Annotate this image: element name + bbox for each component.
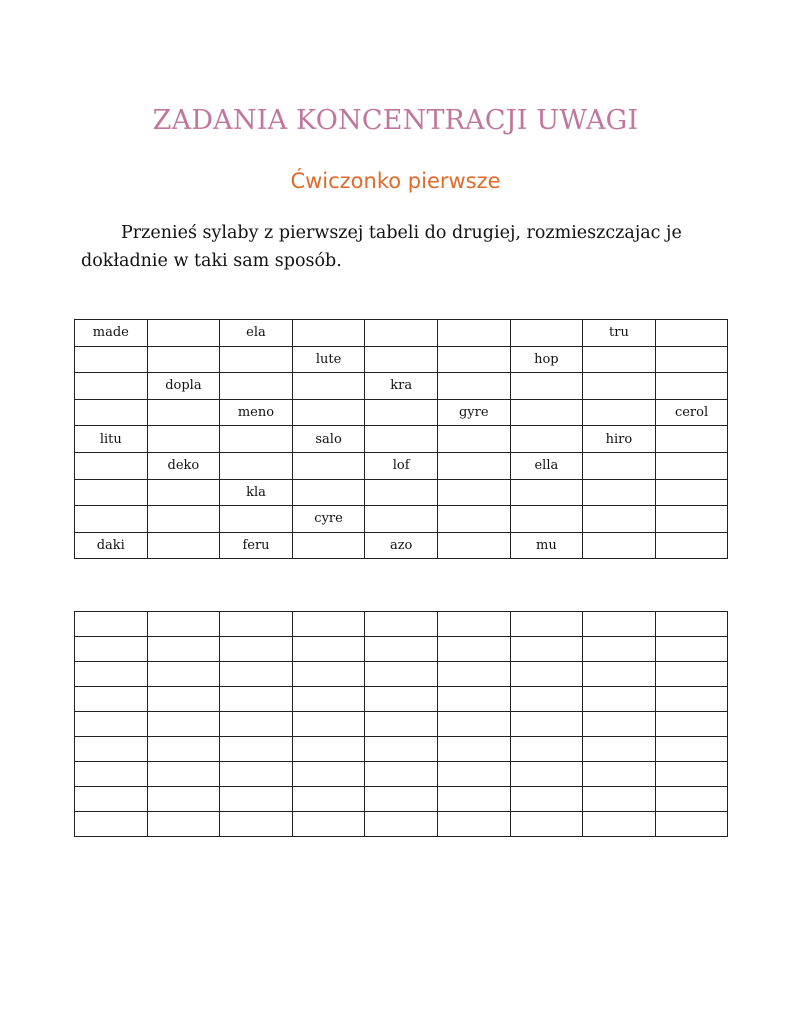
- answer-cell[interactable]: [220, 812, 293, 837]
- answer-cell[interactable]: [292, 712, 365, 737]
- syllable-cell: [365, 506, 438, 533]
- answer-cell[interactable]: [147, 662, 220, 687]
- syllable-cell: [437, 426, 510, 453]
- table-row: [75, 762, 728, 787]
- table-row: [75, 812, 728, 837]
- answer-cell[interactable]: [292, 637, 365, 662]
- syllable-cell: [437, 532, 510, 559]
- answer-cell[interactable]: [437, 762, 510, 787]
- answer-cell[interactable]: [365, 712, 438, 737]
- syllable-cell: [655, 479, 728, 506]
- answer-cell[interactable]: [437, 787, 510, 812]
- answer-cell[interactable]: [655, 612, 728, 637]
- syllable-cell: lof: [365, 452, 438, 479]
- answer-cell[interactable]: [75, 787, 148, 812]
- table-row: [75, 452, 728, 479]
- answer-cell[interactable]: [220, 662, 293, 687]
- table-row: [75, 737, 728, 762]
- answer-cell[interactable]: [437, 687, 510, 712]
- table-row: [75, 346, 728, 373]
- syllable-cell: [147, 479, 220, 506]
- answer-cell[interactable]: [583, 637, 656, 662]
- answer-cell[interactable]: [75, 662, 148, 687]
- syllable-cell: kla: [220, 479, 293, 506]
- syllable-cell: [365, 479, 438, 506]
- answer-cell[interactable]: [220, 737, 293, 762]
- syllable-cell: cyre: [292, 506, 365, 533]
- answer-cell[interactable]: [220, 687, 293, 712]
- syllable-cell: [437, 373, 510, 400]
- syllable-cell: [292, 320, 365, 347]
- source-table-body: [75, 320, 728, 559]
- answer-table: [74, 611, 728, 837]
- syllable-cell: [510, 320, 583, 347]
- syllable-cell: [75, 452, 148, 479]
- syllable-cell: [75, 346, 148, 373]
- table-row: [75, 637, 728, 662]
- syllable-cell: [292, 479, 365, 506]
- syllable-cell: [655, 426, 728, 453]
- table-row: [75, 373, 728, 400]
- answer-cell[interactable]: [510, 737, 583, 762]
- syllable-cell: [437, 479, 510, 506]
- syllable-cell: [365, 346, 438, 373]
- answer-cell[interactable]: [510, 812, 583, 837]
- answer-cell[interactable]: [510, 687, 583, 712]
- syllable-cell: [655, 452, 728, 479]
- answer-cell[interactable]: [292, 662, 365, 687]
- answer-cell[interactable]: [75, 812, 148, 837]
- syllable-cell: [292, 399, 365, 426]
- table-row: [75, 399, 728, 426]
- syllable-cell: [583, 479, 656, 506]
- syllable-cell: [437, 320, 510, 347]
- syllable-cell: gyre: [437, 399, 510, 426]
- syllable-cell: [437, 452, 510, 479]
- answer-cell[interactable]: [583, 687, 656, 712]
- syllable-cell: meno: [220, 399, 293, 426]
- answer-cell[interactable]: [655, 812, 728, 837]
- exercise-instruction: Przenieś sylaby z pierwszej tabeli do drugiej, rozmieszczajac je dokładnie w taki sam sposób.: [81, 223, 682, 271]
- answer-cell[interactable]: [437, 737, 510, 762]
- answer-cell[interactable]: [437, 612, 510, 637]
- syllable-cell: [583, 373, 656, 400]
- syllable-cell: [292, 452, 365, 479]
- answer-cell[interactable]: [583, 612, 656, 637]
- answer-cell[interactable]: [147, 787, 220, 812]
- answer-cell[interactable]: [510, 762, 583, 787]
- answer-cell[interactable]: [220, 637, 293, 662]
- syllable-cell: [655, 532, 728, 559]
- answer-cell[interactable]: [510, 637, 583, 662]
- table-row: [75, 479, 728, 506]
- syllable-cell: [583, 506, 656, 533]
- answer-cell[interactable]: [147, 762, 220, 787]
- answer-cell[interactable]: [220, 712, 293, 737]
- answer-cell[interactable]: [365, 687, 438, 712]
- syllable-cell: [510, 506, 583, 533]
- syllable-cell: kra: [365, 373, 438, 400]
- table-row: [75, 320, 728, 347]
- syllable-cell: [147, 532, 220, 559]
- source-syllable-table: [74, 319, 728, 559]
- syllable-cell: [75, 506, 148, 533]
- answer-cell[interactable]: [147, 737, 220, 762]
- answer-cell[interactable]: [655, 737, 728, 762]
- syllable-cell: [583, 346, 656, 373]
- table-row: [75, 426, 728, 453]
- syllable-cell: [583, 532, 656, 559]
- table-row: [75, 506, 728, 533]
- syllable-cell: [510, 479, 583, 506]
- syllable-cell: [365, 399, 438, 426]
- answer-cell[interactable]: [75, 712, 148, 737]
- syllable-cell: azo: [365, 532, 438, 559]
- syllable-cell: daki: [75, 532, 148, 559]
- syllable-cell: [75, 479, 148, 506]
- answer-cell[interactable]: [292, 612, 365, 637]
- syllable-cell: [655, 373, 728, 400]
- syllable-cell: salo: [292, 426, 365, 453]
- table-row: [75, 687, 728, 712]
- syllable-cell: [220, 426, 293, 453]
- syllable-cell: [147, 506, 220, 533]
- answer-table-body: [75, 612, 728, 837]
- answer-cell[interactable]: [220, 612, 293, 637]
- answer-cell[interactable]: [147, 612, 220, 637]
- syllable-cell: [510, 426, 583, 453]
- answer-cell[interactable]: [510, 712, 583, 737]
- answer-cell[interactable]: [75, 687, 148, 712]
- syllable-cell: dopla: [147, 373, 220, 400]
- syllable-cell: [75, 399, 148, 426]
- answer-cell[interactable]: [583, 737, 656, 762]
- answer-cell[interactable]: [365, 637, 438, 662]
- table-row: [75, 712, 728, 737]
- answer-cell[interactable]: [75, 637, 148, 662]
- answer-cell[interactable]: [437, 637, 510, 662]
- syllable-cell: [147, 346, 220, 373]
- syllable-cell: mu: [510, 532, 583, 559]
- syllable-cell: cerol: [655, 399, 728, 426]
- syllable-cell: [437, 506, 510, 533]
- answer-cell[interactable]: [147, 637, 220, 662]
- answer-cell[interactable]: [510, 662, 583, 687]
- syllable-cell: made: [75, 320, 148, 347]
- answer-cell[interactable]: [365, 762, 438, 787]
- syllable-cell: [292, 532, 365, 559]
- answer-cell[interactable]: [655, 762, 728, 787]
- syllable-cell: deko: [147, 452, 220, 479]
- syllable-cell: lute: [292, 346, 365, 373]
- syllable-cell: [220, 373, 293, 400]
- answer-cell[interactable]: [510, 787, 583, 812]
- answer-cell[interactable]: [75, 737, 148, 762]
- answer-cell[interactable]: [147, 812, 220, 837]
- syllable-cell: feru: [220, 532, 293, 559]
- syllable-cell: [147, 399, 220, 426]
- syllable-cell: ella: [510, 452, 583, 479]
- answer-cell[interactable]: [655, 637, 728, 662]
- syllable-cell: [583, 452, 656, 479]
- answer-cell[interactable]: [655, 687, 728, 712]
- syllable-cell: [147, 426, 220, 453]
- syllable-cell: tru: [583, 320, 656, 347]
- exercise-subtitle: Ćwiczonko pierwsze: [290, 169, 501, 193]
- answer-cell[interactable]: [437, 812, 510, 837]
- syllable-cell: [510, 373, 583, 400]
- syllable-cell: [655, 506, 728, 533]
- answer-cell[interactable]: [220, 762, 293, 787]
- syllable-cell: [365, 320, 438, 347]
- answer-cell[interactable]: [583, 762, 656, 787]
- syllable-cell: [510, 399, 583, 426]
- answer-cell[interactable]: [220, 787, 293, 812]
- answer-cell[interactable]: [292, 762, 365, 787]
- answer-cell[interactable]: [147, 712, 220, 737]
- syllable-cell: hop: [510, 346, 583, 373]
- answer-cell[interactable]: [510, 612, 583, 637]
- syllable-cell: [365, 426, 438, 453]
- answer-cell[interactable]: [583, 812, 656, 837]
- answer-cell[interactable]: [655, 787, 728, 812]
- syllable-cell: ela: [220, 320, 293, 347]
- answer-cell[interactable]: [365, 737, 438, 762]
- answer-cell[interactable]: [292, 812, 365, 837]
- answer-cell[interactable]: [292, 787, 365, 812]
- syllable-cell: hiro: [583, 426, 656, 453]
- syllable-cell: [75, 373, 148, 400]
- answer-cell[interactable]: [437, 662, 510, 687]
- answer-cell[interactable]: [655, 662, 728, 687]
- syllable-cell: [220, 506, 293, 533]
- answer-cell[interactable]: [583, 662, 656, 687]
- syllable-cell: [583, 399, 656, 426]
- answer-cell[interactable]: [75, 762, 148, 787]
- answer-cell[interactable]: [365, 662, 438, 687]
- table-row: [75, 532, 728, 559]
- answer-cell[interactable]: [437, 712, 510, 737]
- answer-cell[interactable]: [365, 812, 438, 837]
- syllable-cell: litu: [75, 426, 148, 453]
- table-row: [75, 787, 728, 812]
- answer-cell[interactable]: [292, 687, 365, 712]
- answer-cell[interactable]: [583, 787, 656, 812]
- syllable-cell: [437, 346, 510, 373]
- answer-cell[interactable]: [365, 612, 438, 637]
- answer-cell[interactable]: [655, 712, 728, 737]
- answer-cell[interactable]: [75, 612, 148, 637]
- page-title: ZADANIA KONCENTRACJI UWAGI: [152, 105, 639, 136]
- answer-cell[interactable]: [147, 687, 220, 712]
- answer-cell[interactable]: [292, 737, 365, 762]
- syllable-cell: [220, 346, 293, 373]
- syllable-cell: [220, 452, 293, 479]
- syllable-cell: [655, 320, 728, 347]
- syllable-cell: [655, 346, 728, 373]
- table-row: [75, 612, 728, 637]
- answer-cell[interactable]: [365, 787, 438, 812]
- syllable-cell: [147, 320, 220, 347]
- syllable-cell: [292, 373, 365, 400]
- answer-cell[interactable]: [583, 712, 656, 737]
- table-row: [75, 662, 728, 687]
